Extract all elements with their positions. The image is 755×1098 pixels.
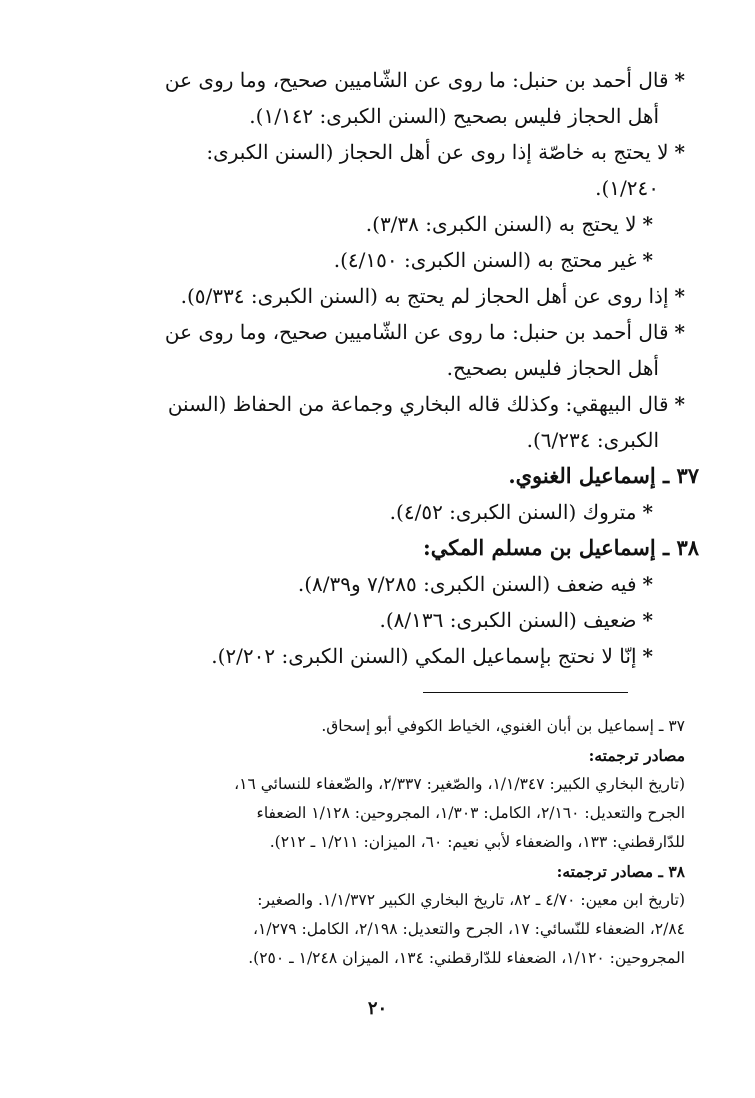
entry-1-line-1: قال أحمد بن حنبل: ما روى عن الشّاميين صحيح، وما روى عن bbox=[164, 68, 669, 92]
footnote-38-line-3: ٢/٨٤، الضعفاء للنّسائي: ١٧، الجرح والتعديل: ٢/١٩٨، الكامل: ١/٢٧٩، bbox=[253, 920, 685, 938]
entry-6 bbox=[55, 314, 685, 386]
entry-11 bbox=[55, 638, 685, 674]
entry-1-line-2: أهل الحجاز فليس بصحيح (السنن الكبرى: ١/١٤٢). bbox=[249, 104, 659, 128]
entry-2-line-1: لا يحتج به خاصّة إذا روى عن أهل الحجاز (السنن الكبرى: bbox=[206, 140, 669, 164]
entry-4-text: غير محتج به (السنن الكبرى: ٤/١٥٠). bbox=[333, 248, 637, 272]
heading-37: ٣٧ ـ إسماعيل الغنوي. bbox=[508, 463, 699, 488]
main-text bbox=[55, 62, 699, 674]
entry-10-text: ضعيف (السنن الكبرى: ٨/١٣٦). bbox=[379, 608, 637, 632]
entry-4 bbox=[55, 242, 685, 278]
asterisk-icon: * bbox=[642, 212, 653, 236]
entry-1 bbox=[55, 62, 685, 134]
asterisk-icon: * bbox=[674, 392, 685, 416]
entry-3-text: لا يحتج به (السنن الكبرى: ٣/٣٨). bbox=[365, 212, 637, 236]
asterisk-icon: * bbox=[674, 284, 685, 308]
asterisk-icon: * bbox=[642, 500, 653, 524]
footnotes bbox=[53, 712, 685, 973]
asterisk-icon: * bbox=[642, 572, 653, 596]
entry-5-text: إذا روى عن أهل الحجاز لم يحتج به (السنن الكبرى: ٥/٣٣٤). bbox=[180, 284, 669, 308]
entry-7 bbox=[55, 386, 685, 458]
entry-9 bbox=[55, 566, 685, 602]
asterisk-icon: * bbox=[642, 608, 653, 632]
entry-2 bbox=[55, 134, 685, 206]
footnote-37-line-4: للدّارقطني: ١٣٣، والضعفاء لأبي نعيم: ٦٠، الميزان: ١/٢١١ ـ ٢١٢). bbox=[269, 833, 685, 851]
asterisk-icon: * bbox=[674, 320, 685, 344]
asterisk-icon: * bbox=[674, 140, 685, 164]
footnote-37-line-2: (تاريخ البخاري الكبير: ١/١/٣٤٧، والصّغير: ٢/٣٣٧، والضّعفاء للنسائي ١٦، bbox=[234, 775, 685, 793]
entry-8-text: متروك (السنن الكبرى: ٤/٥٢). bbox=[389, 500, 637, 524]
footnote-37-title: ٣٧ ـ إسماعيل بن أبان الغنوي، الخياط الكوفي أبو إسحاق. bbox=[321, 717, 685, 735]
entry-5 bbox=[55, 278, 685, 314]
footnote-37-line-3: الجرح والتعديل: ٢/١٦٠، الكامل: ١/٣٠٣، المجروحين: ١/١٢٨ الضعفاء bbox=[256, 804, 685, 822]
footnote-38-title: ٣٨ ـ مصادر ترجمته: bbox=[556, 862, 685, 881]
entry-2-line-2: ١/٢٤٠). bbox=[595, 176, 659, 200]
entry-3 bbox=[55, 206, 685, 242]
entry-6-line-2: أهل الحجاز فليس بصحيح. bbox=[446, 356, 659, 380]
heading-38: ٣٨ ـ إسماعيل بن مسلم المكي: bbox=[423, 535, 699, 560]
entry-11-text: إنّا لا نحتج بإسماعيل المكي (السنن الكبرى: ٢/٢٠٢). bbox=[211, 644, 637, 668]
footnote-38-line-2: (تاريخ ابن معين: ٤/٧٠ ـ ٨٢، تاريخ البخاري الكبير ١/١/٣٧٢. والصغير: bbox=[257, 891, 685, 909]
asterisk-icon: * bbox=[642, 248, 653, 272]
footnote-38-line-4: المجروحين: ١/١٢٠، الضعفاء للدّارقطني: ١٣٤، الميزان ١/٢٤٨ ـ ٢٥٠). bbox=[248, 949, 685, 967]
entry-9-text: فيه ضعف (السنن الكبرى: ٧/٢٨٥ و٨/٣٩). bbox=[297, 572, 637, 596]
footnote-37-sources-label: مصادر ترجمته: bbox=[588, 746, 685, 765]
page-number: ٢٠ bbox=[367, 998, 388, 1019]
entry-7-line-1: قال البيهقي: وكذلك قاله البخاري وجماعة من الحفاظ (السنن bbox=[167, 392, 669, 416]
entry-8 bbox=[55, 494, 685, 530]
entry-7-line-2: الكبرى: ٦/٢٣٤). bbox=[526, 428, 659, 452]
asterisk-icon: * bbox=[642, 644, 653, 668]
entry-10 bbox=[55, 602, 685, 638]
footnote-divider bbox=[423, 692, 628, 693]
asterisk-icon: * bbox=[674, 68, 685, 92]
entry-6-line-1: قال أحمد بن حنبل: ما روى عن الشّاميين صحيح، وما روى عن bbox=[164, 320, 669, 344]
